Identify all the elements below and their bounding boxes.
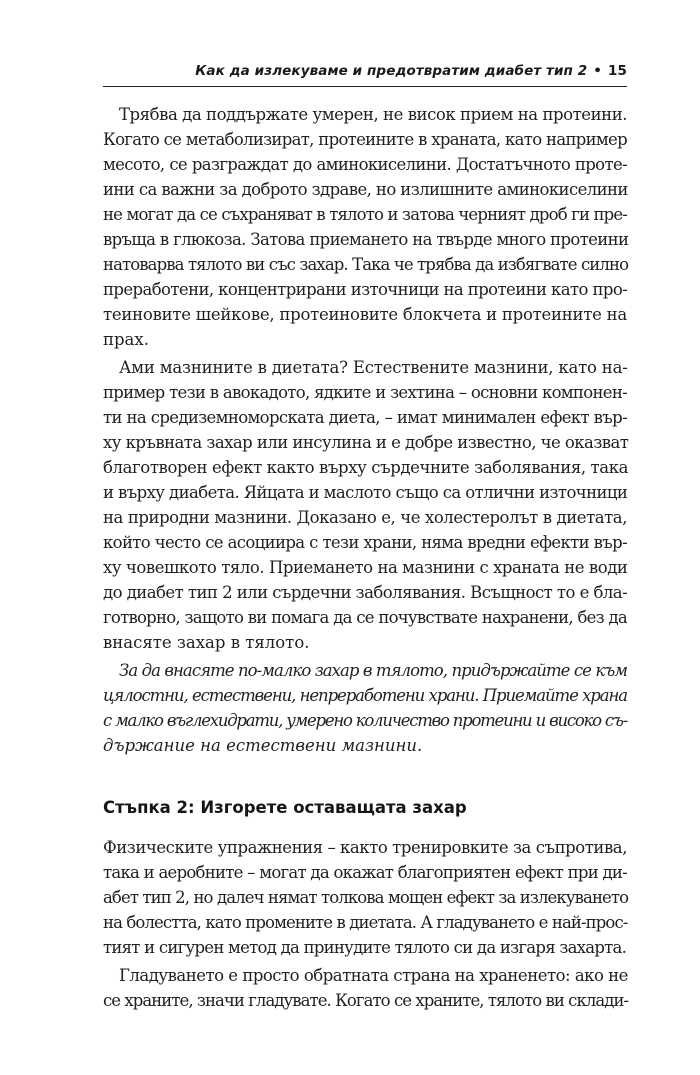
text-line: Гладуването е просто обратната страна на храненето: ако не [119, 966, 628, 985]
text-line: и върху диабета. Яйцата и маслото също са отлични източници [103, 483, 628, 502]
text-line: месото, се разграждат до аминокиселини. Достатъчното проте- [103, 155, 627, 174]
text-line: на природни мазнини. Доказано е, че холестеролът в диетата, [103, 508, 627, 527]
text-line: който често се асоциира с тези храни, няма вредни ефекти вър- [103, 533, 627, 552]
text-line: благотворен ефект както върху сърдечните заболявания, така [103, 458, 629, 477]
text-line: Ами мазнините в диетата? Естествените мазнини, като на- [119, 358, 628, 377]
text-line: не могат да се съхраняват в тялото и затова черният дроб ги пре- [103, 205, 628, 224]
text-line-italic: с малко въглехидрати, умерено количество протеини и високо съ- [103, 711, 627, 730]
page-number: 15 [608, 63, 627, 79]
text-line-italic: За да внасяте по-малко захар в тялото, придържайте се към [119, 661, 627, 680]
text-line: така и аеробните – могат да окажат благоприятен ефект при ди- [103, 863, 627, 882]
text-line: ини са важни за доброто здраве, но излишните аминокиселини [103, 180, 628, 199]
separator-bullet: • [593, 63, 602, 79]
text-line: преработени, концентрирани източници на протеини като про- [103, 280, 628, 299]
text-line: Когато се метаболизират, протеините в храната, като например [103, 130, 627, 149]
running-head [103, 63, 627, 79]
text-line: ху кръвната захар или инсулина и е добре известно, че оказват [103, 433, 629, 452]
text-line-italic: държание на естествени мазнини. [103, 736, 423, 755]
text-line-italic: цялостни, естествени, непреработени храни. Приемайте храна [103, 686, 627, 705]
text-line: внасяте захар в тялото. [103, 633, 310, 652]
text-line: пример тези в авокадото, ядките и зехтина – основни компонен- [103, 383, 627, 402]
text-line: връща в глюкоза. Затова приемането на твърде много протеини [103, 230, 629, 249]
running-title: Как да излекуваме и предотвратим диабет тип 2 [195, 63, 588, 79]
text-line: ти на средиземноморската диета, – имат минимален ефект вър- [103, 408, 627, 427]
text-line: се храните, значи гладувате. Когато се храните, тялото ви склади- [103, 991, 629, 1010]
text-line: на болестта, като промените в диетата. А гладуването е най-прос- [103, 913, 628, 932]
text-line: до диабет тип 2 или сърдечни заболявания. Всъщност то е бла- [103, 583, 628, 602]
section-heading: Стъпка 2: Изгорете оставащата захар [103, 798, 467, 817]
text-line: натоварва тялото ви със захар. Така че трябва да избягвате силно [103, 255, 629, 274]
text-line: готворно, защото ви помага да се почувствате нахранени, без да [103, 608, 627, 627]
text-line: ху човешкото тяло. Приемането на мазнини с храната не води [103, 558, 628, 577]
text-line: теиновите шейкове, протеиновите блокчета и протеините на [103, 305, 628, 324]
text-line: Трябва да поддържате умерен, не висок прием на протеини. [119, 105, 628, 124]
text-line: тият и сигурен метод да принудите тялото си да изгаря захарта. [103, 938, 627, 957]
text-line: прах. [103, 330, 149, 349]
header-rule [103, 86, 627, 87]
text-line: Физическите упражнения – както тренировките за съпротива, [103, 838, 627, 857]
text-line: абет тип 2, но далеч нямат толкова мощен ефект за излекуването [103, 888, 629, 907]
